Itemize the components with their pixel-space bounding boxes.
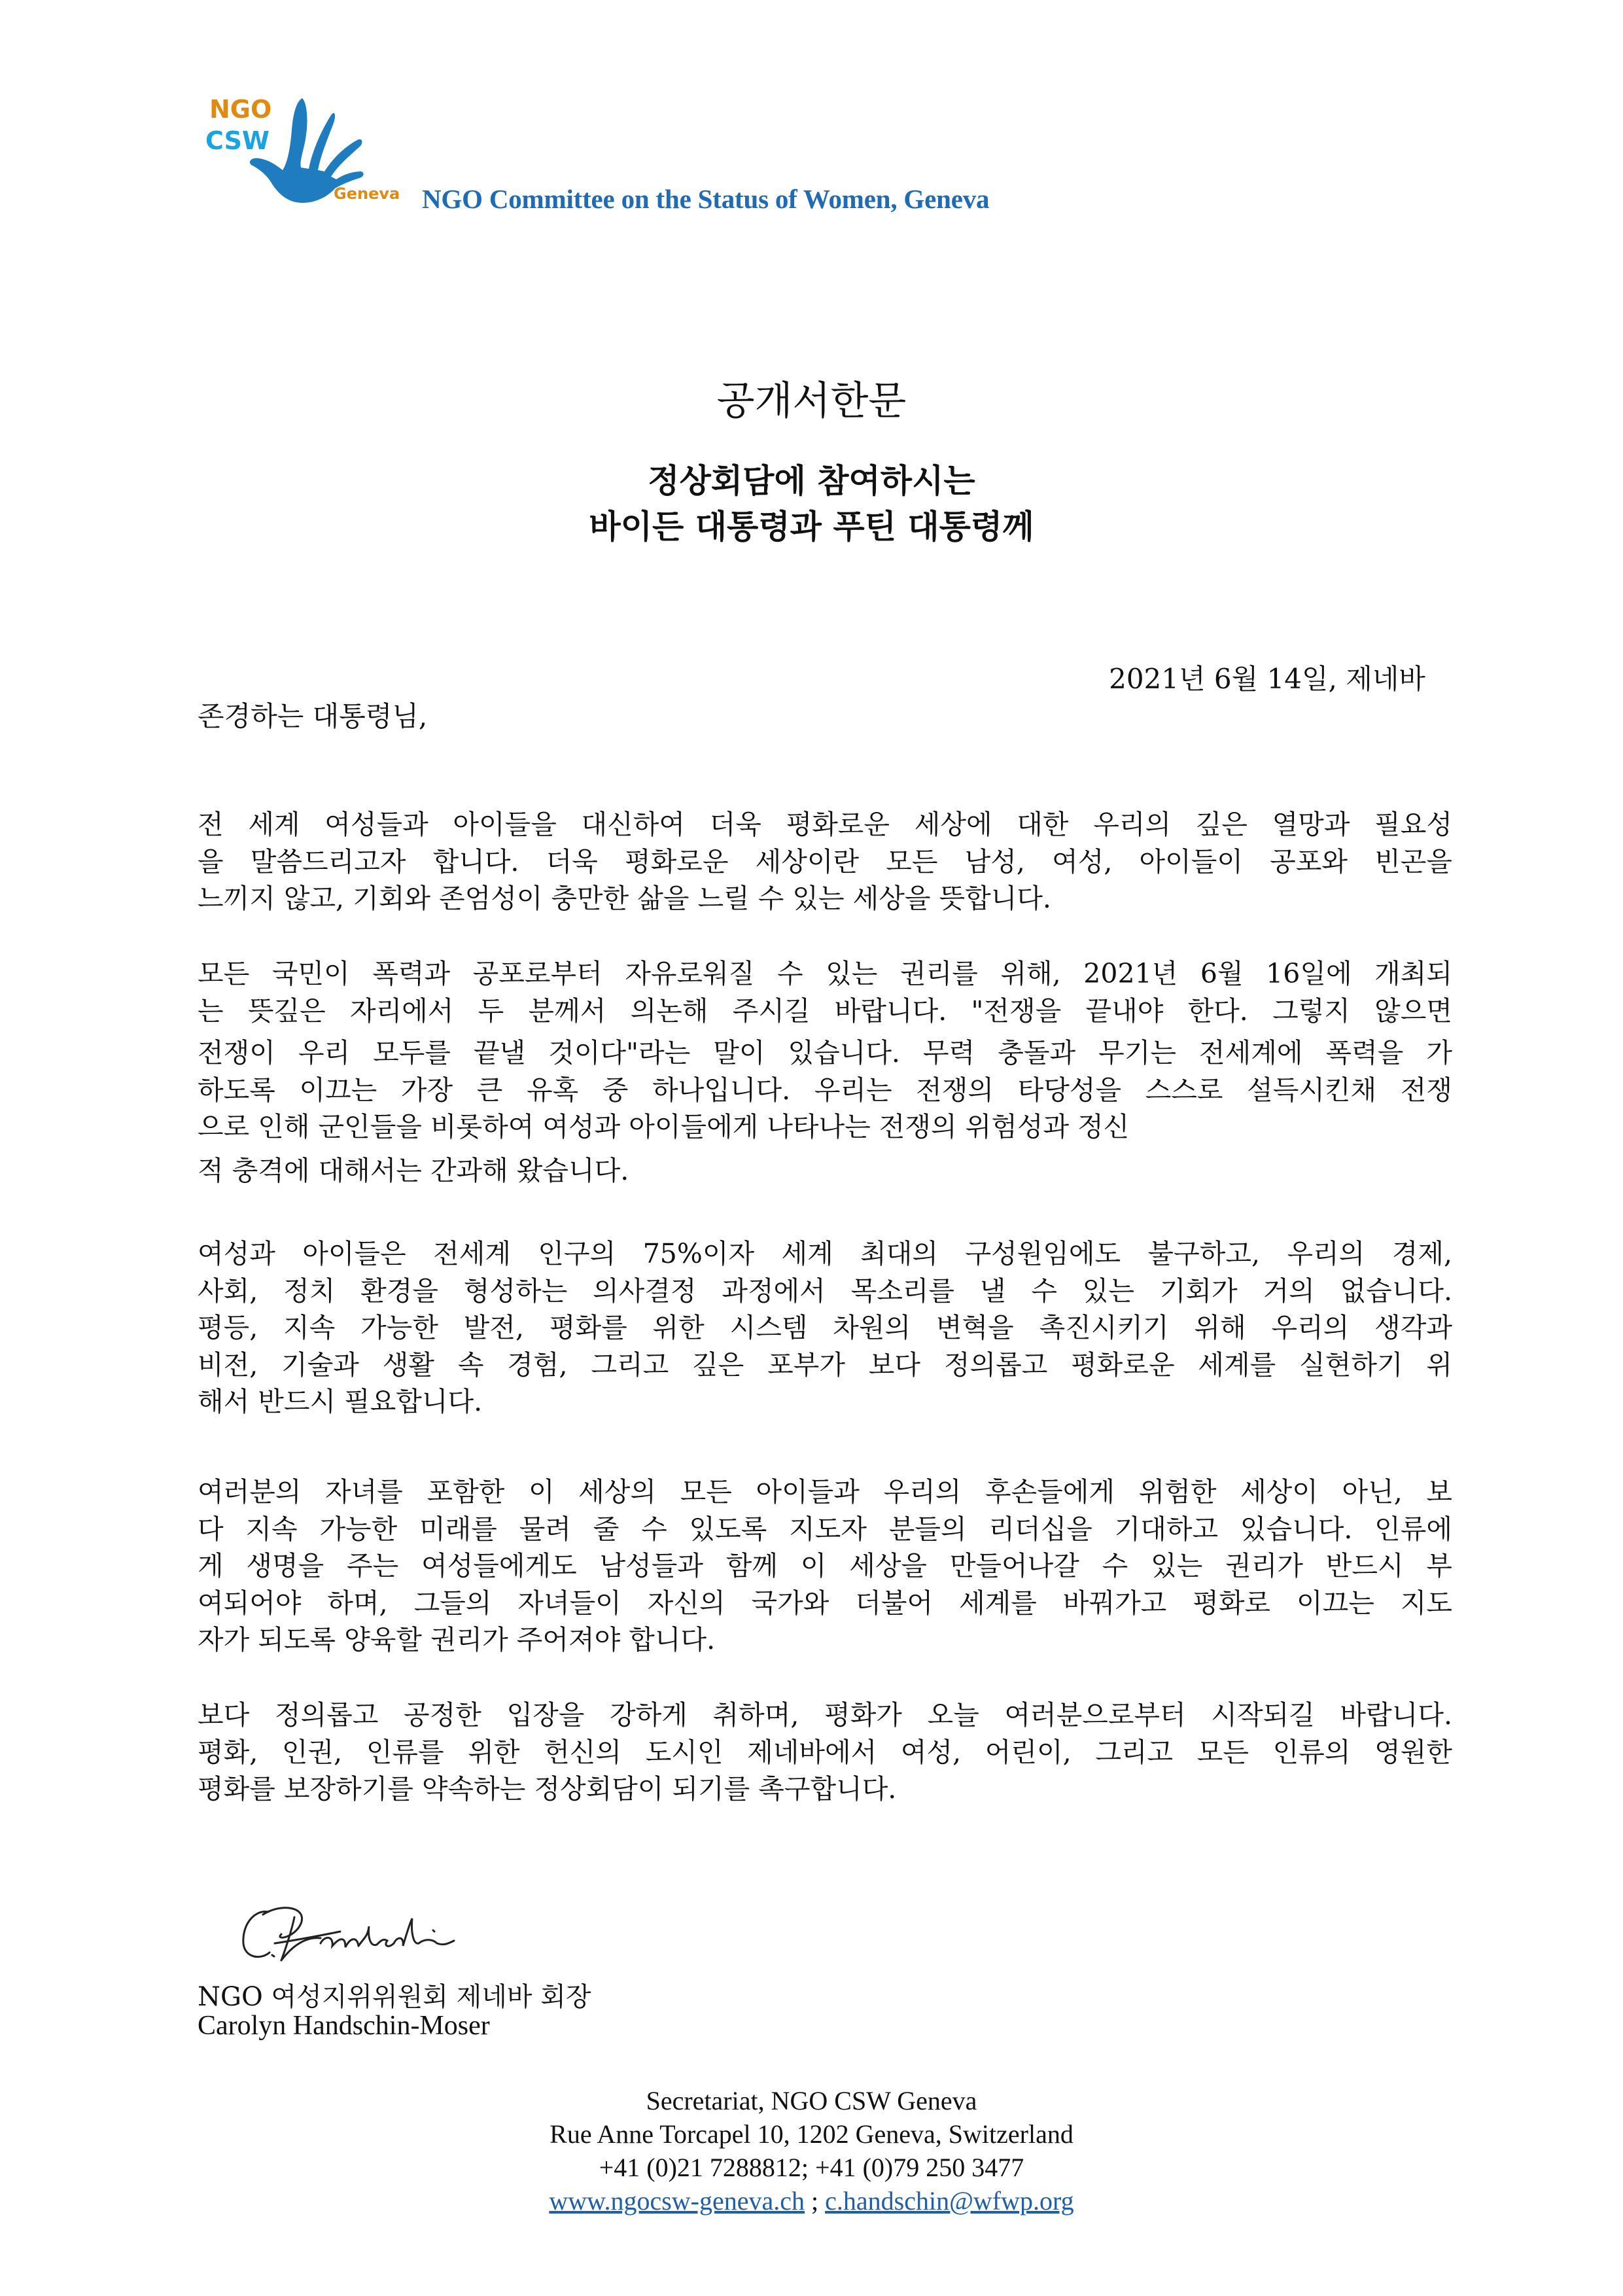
paragraph-line: 평등, 지속 가능한 발전, 평화를 위한 시스템 차원의 변혁을 촉진시키기 위해 우리의 생각과 xyxy=(198,1312,1452,1343)
paragraph-line: 여성과 아이들은 전세계 인구의 75%이자 세계 최대의 구성원임에도 불구하고, 우리의 경제, xyxy=(198,1238,1452,1269)
paragraph-line: 전 세계 여성들과 아이들을 대신하여 더욱 평화로운 세상에 대한 우리의 깊은 열망과 필요성 xyxy=(198,809,1452,840)
logo-geneva-text: Geneva xyxy=(334,185,400,203)
footer-address: Rue Anne Torcapel 10, 1202 Geneva, Switzerland xyxy=(550,2119,1073,2149)
paragraph-line: 보다 정의롭고 공정한 입장을 강하게 취하며, 평화가 오늘 여러분으로부터 시작되길 바랍니다. xyxy=(198,1699,1452,1731)
email-link[interactable]: c.handschin@wfwp.org xyxy=(825,2186,1074,2216)
body-paragraph-3 xyxy=(198,1235,1452,1421)
paragraph-line: 으로 인해 군인들을 비롯하여 여성과 아이들에게 나타나는 전쟁의 위험성과 정신 xyxy=(198,1111,1130,1142)
paragraph-line: 평화, 인권, 인류를 위한 헌신의 도시인 제네바에서 여성, 어린이, 그리고 모든 인류의 영원한 xyxy=(198,1736,1452,1768)
paragraph-line: 적 충격에 대해서는 간과해 왔습니다. xyxy=(198,1154,629,1186)
footer-phone: +41 (0)21 7288812; +41 (0)79 250 3477 xyxy=(599,2153,1024,2182)
logo-ngo-text: NGO xyxy=(209,95,272,124)
salutation: 존경하는 대통령님, xyxy=(198,700,428,732)
paragraph-line: 는 뜻깊은 자리에서 두 분께서 의논해 주시길 바랍니다. "전쟁을 끝내야 한다. 그렇지 않으면 xyxy=(198,995,1452,1027)
paragraph-line: 해서 반드시 필요합니다. xyxy=(198,1386,483,1417)
footer-links xyxy=(0,2184,1623,2217)
paragraph-line: 전쟁이 우리 모두를 끝낼 것이다"라는 말이 있습니다. 무력 충돌과 무기는 전세계에 폭력을 가 xyxy=(198,1037,1452,1069)
date-place: 2021년 6월 14일, 제네바 xyxy=(1109,663,1425,695)
subtitle-line-1: 정상회담에 참여하시는 xyxy=(648,462,975,500)
paragraph-line: 모든 국민이 폭력과 공포로부터 자유로워질 수 있는 권리를 위해, 2021년 6월 16일에 개최되 xyxy=(198,958,1452,989)
footer-contact xyxy=(0,2084,1623,2217)
body-paragraph-1 xyxy=(198,806,1452,917)
footer-secretariat: Secretariat, NGO CSW Geneva xyxy=(646,2086,977,2115)
body-paragraph-5 xyxy=(198,1697,1452,1808)
organization-name: NGO Committee on the Status of Women, Geneva xyxy=(422,184,990,214)
handwritten-signature xyxy=(229,1898,517,1969)
signatory-title: NGO 여성지위위원회 제네바 회장 xyxy=(198,1982,591,2012)
body-paragraph-4 xyxy=(198,1474,1452,1659)
paragraph-line: 평화를 보장하기를 약속하는 정상회담이 되기를 촉구합니다. xyxy=(198,1773,897,1805)
paragraph-line: 다 지속 가능한 미래를 물려 줄 수 있도록 지도자 분들의 리더십을 기대하고 있습니다. 인류에 xyxy=(198,1513,1452,1545)
paragraph-line: 게 생명을 주는 여성들에게도 남성들과 함께 이 세상을 만들어나갈 수 있는 권리가 반드시 부 xyxy=(198,1550,1452,1581)
paragraph-line: 하도록 이끄는 가장 큰 유혹 중 하나입니다. 우리는 전쟁의 타당성을 스스로 설득시킨채 전쟁 xyxy=(198,1074,1452,1106)
signatory-name: Carolyn Handschin-Moser xyxy=(198,2011,490,2041)
subtitle-line-2: 바이든 대통령과 푸틴 대통령께 xyxy=(589,508,1034,546)
paragraph-line: 자가 되도록 양육할 권리가 주어져야 합니다. xyxy=(198,1624,716,1655)
paragraph-line: 여되어야 하며, 그들의 자녀들이 자신의 국가와 더불어 세계를 바꿔가고 평화로 이끄는 지도 xyxy=(198,1587,1452,1619)
ngo-csw-logo xyxy=(196,84,406,211)
paragraph-line: 느끼지 않고, 기회와 존엄성이 충만한 삶을 느릴 수 있는 세상을 뜻합니다. xyxy=(198,883,1051,914)
paragraph-line: 을 말씀드리고자 합니다. 더욱 평화로운 세상이란 모든 남성, 여성, 아이들이 공포와 빈곤을 xyxy=(198,845,1452,877)
logo-csw-text: CSW xyxy=(205,126,270,155)
body-paragraph-2 xyxy=(198,955,1452,1189)
paragraph-line: 사회, 정치 환경을 형성하는 의사결정 과정에서 목소리를 낼 수 있는 기회가 거의 없습니다. xyxy=(198,1275,1452,1307)
raised-hand-dove-icon xyxy=(196,84,406,211)
paragraph-line: 비전, 기술과 생활 속 경험, 그리고 깊은 포부가 보다 정의롭고 평화로운 세계를 실현하기 위 xyxy=(198,1349,1452,1381)
document-title: 공개서한문 xyxy=(716,378,907,424)
link-separator: ; xyxy=(805,2186,826,2216)
paragraph-line: 여러분의 자녀를 포함한 이 세상의 모든 아이들과 우리의 후손들에게 위험한 세상이 아닌, 보 xyxy=(198,1476,1452,1508)
document-subtitle xyxy=(0,458,1623,550)
signature-icon xyxy=(229,1898,517,1969)
website-link[interactable]: www.ngocsw-geneva.ch xyxy=(549,2186,805,2216)
